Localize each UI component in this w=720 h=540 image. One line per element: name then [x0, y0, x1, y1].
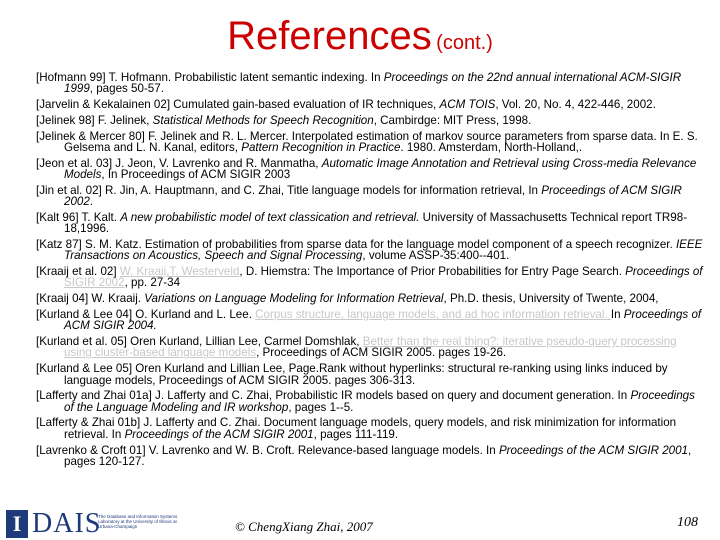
- reference-item: [36, 115, 704, 126]
- reference-item: [36, 158, 704, 181]
- reference-text: [Jarvelin & Kekalainen 02] Cumulated gain-based evaluation of IR techniques,: [36, 98, 440, 112]
- dais-logo: [6, 510, 186, 538]
- reference-text: Statistical Methods for Speech Recognition: [152, 113, 374, 127]
- reference-text: [Jeon et al. 03] J. Jeon, V. Lavrenko and R. Manmatha,: [36, 156, 322, 170]
- slide-title-sub: (cont.): [436, 32, 493, 54]
- reference-item: [36, 239, 704, 262]
- reference-item: [36, 266, 704, 289]
- reference-text: , volume ASSP-35:400--401.: [362, 249, 510, 263]
- reference-text: A new probabilistic model of text classication and retrieval.: [120, 210, 420, 224]
- reference-text: Proceedings of the Language Modeling and IR workshop: [64, 389, 695, 414]
- reference-text: [Lafferty & Zhai 01b] J. Lafferty and C. Zhai. Document language models, query models, and risk minimization for information retrieval. In: [36, 416, 677, 441]
- reference-item: [36, 363, 704, 386]
- reference-list: [36, 72, 704, 472]
- reference-text: , pages 1--5.: [288, 400, 354, 414]
- slide-title: [0, 14, 720, 59]
- reference-text: [Kurland & Lee 05] Oren Kurland and Lillian Lee, Page.Rank without hyperlinks: structural re-ranking using links induced by language models, Proceedings of ACM SIGIR 2005. pages 306-313.: [36, 362, 668, 387]
- reference-item: [36, 185, 704, 208]
- illinois-i-logo: I: [6, 510, 28, 538]
- reference-link[interactable]: SIGIR 2002: [64, 276, 125, 290]
- reference-text: Proceedings of the ACM SIGIR 2001: [124, 427, 314, 441]
- reference-text: In: [610, 308, 624, 322]
- reference-link[interactable]: Better than the real thing?: iterative pseudo-query processing using cluster-based language models: [64, 335, 677, 360]
- reference-text: , pages 111-119.: [313, 427, 399, 441]
- reference-item: [36, 131, 704, 154]
- reference-text: [Kurland et al. 05] Oren Kurland, Lillian Lee, Carmel Domshlak,: [36, 335, 363, 349]
- reference-text: , pages 120-127.: [64, 443, 692, 468]
- reference-text: [Katz 87] S. M. Katz. Estimation of probabilities from sparse data for the language model component of a speech recognizer.: [36, 238, 676, 252]
- reference-text: [Kraaij et al. 02]: [36, 265, 120, 279]
- reference-text: , D. Hiemstra: The Importance of Prior Probabilities for Entry Page Search.: [239, 265, 626, 279]
- slide-title-main: References: [227, 14, 432, 58]
- reference-text: Automatic Image Annotation and Retrieval using Cross-media Relevance Models: [64, 156, 697, 182]
- reference-text: [Hofmann 99] T. Hofmann. Probabilistic latent semantic indexing. In: [36, 71, 384, 84]
- reference-text: Proceedings of ACM SIGIR 2004.: [64, 308, 702, 333]
- reference-item: [36, 293, 704, 304]
- page-number: 108: [677, 515, 698, 530]
- reference-item: [36, 390, 704, 413]
- reference-text: [Lafferty and Zhai 01a] J. Lafferty and C. Zhai, Probabilistic IR models based on query and document generation. In: [36, 389, 631, 403]
- reference-text: University of Massachusetts Technical report TR98-18,1996.: [64, 210, 688, 236]
- reference-item: [36, 417, 704, 440]
- dais-logo-subtext: The Database and Information Systems Laboratory at the University of Illinois at Urbana-Champaign: [98, 514, 178, 529]
- reference-text: Proceedings of the ACM SIGIR 2001: [498, 443, 688, 457]
- dais-logo-text: DAIS: [32, 508, 102, 539]
- reference-text: Proceedings on the 22nd annual international ACM-SIGIR 1999: [64, 71, 682, 96]
- reference-item: [36, 309, 704, 332]
- reference-text: , Proceedings of ACM SIGIR 2005. pages 19-26.: [256, 346, 507, 360]
- reference-text: [Jelinek & Mercer 80] F. Jelinek and R. L. Mercer. Interpolated estimation of markov source parameters from sparse data. In E. S. Gelsema and L. N. Kanal, editors,: [36, 129, 698, 154]
- reference-item: [36, 445, 704, 468]
- reference-text: Proceedings of: [625, 265, 703, 279]
- reference-text: Variations on Language Modeling for Information Retrieval: [144, 292, 444, 306]
- reference-text: [Lavrenko & Croft 01] V. Lavrenko and W. B. Croft. Relevance-based language models. In: [36, 443, 499, 457]
- reference-text: ACM TOIS: [439, 98, 496, 112]
- reference-text: , Ph.D. thesis, University of Twente, 2004,: [443, 292, 659, 306]
- reference-text: Pattern Recognition in Practice: [241, 140, 401, 154]
- reference-text: IEEE Transactions on Acoustics, Speech and Signal Processing: [64, 238, 703, 263]
- reference-text: . 1980. Amsterdam, North-Holland,.: [400, 140, 583, 154]
- reference-text: Proceedings of ACM SIGIR 2002: [64, 183, 682, 209]
- reference-text: , Vol. 20, No. 4, 422-446, 2002.: [495, 98, 656, 112]
- reference-text: [Kraaij 04] W. Kraaij.: [36, 292, 145, 306]
- reference-link[interactable]: W. Kraaij,T. Westerveld: [119, 265, 240, 279]
- reference-text: [Jin et al. 02] R. Jin, A. Hauptmann, and C. Zhai, Title language models for information retrieval, In: [36, 183, 542, 197]
- reference-item: [36, 212, 704, 235]
- copyright-notice: © ChengXiang Zhai, 2007: [235, 519, 373, 534]
- reference-text: , Cambirdge: MIT Press, 1998.: [373, 113, 532, 127]
- reference-text: .: [89, 195, 94, 209]
- reference-item: [36, 72, 704, 95]
- reference-link[interactable]: Corpus structure, language models, and ad hoc information retrieval.: [255, 308, 611, 322]
- reference-text: [Kurland & Lee 04] O. Kurland and L. Lee.: [36, 308, 256, 322]
- reference-item: [36, 336, 704, 359]
- reference-text: [Kalt 96] T. Kalt.: [36, 210, 121, 224]
- reference-text: [Jelinek 98] F. Jelinek,: [36, 113, 153, 127]
- reference-text: , pages 50-57.: [89, 82, 164, 96]
- reference-item: [36, 99, 704, 110]
- reference-text: , In Proceedings of ACM SIGIR 2003: [101, 168, 291, 182]
- reference-text: , pp. 27-34: [124, 276, 181, 290]
